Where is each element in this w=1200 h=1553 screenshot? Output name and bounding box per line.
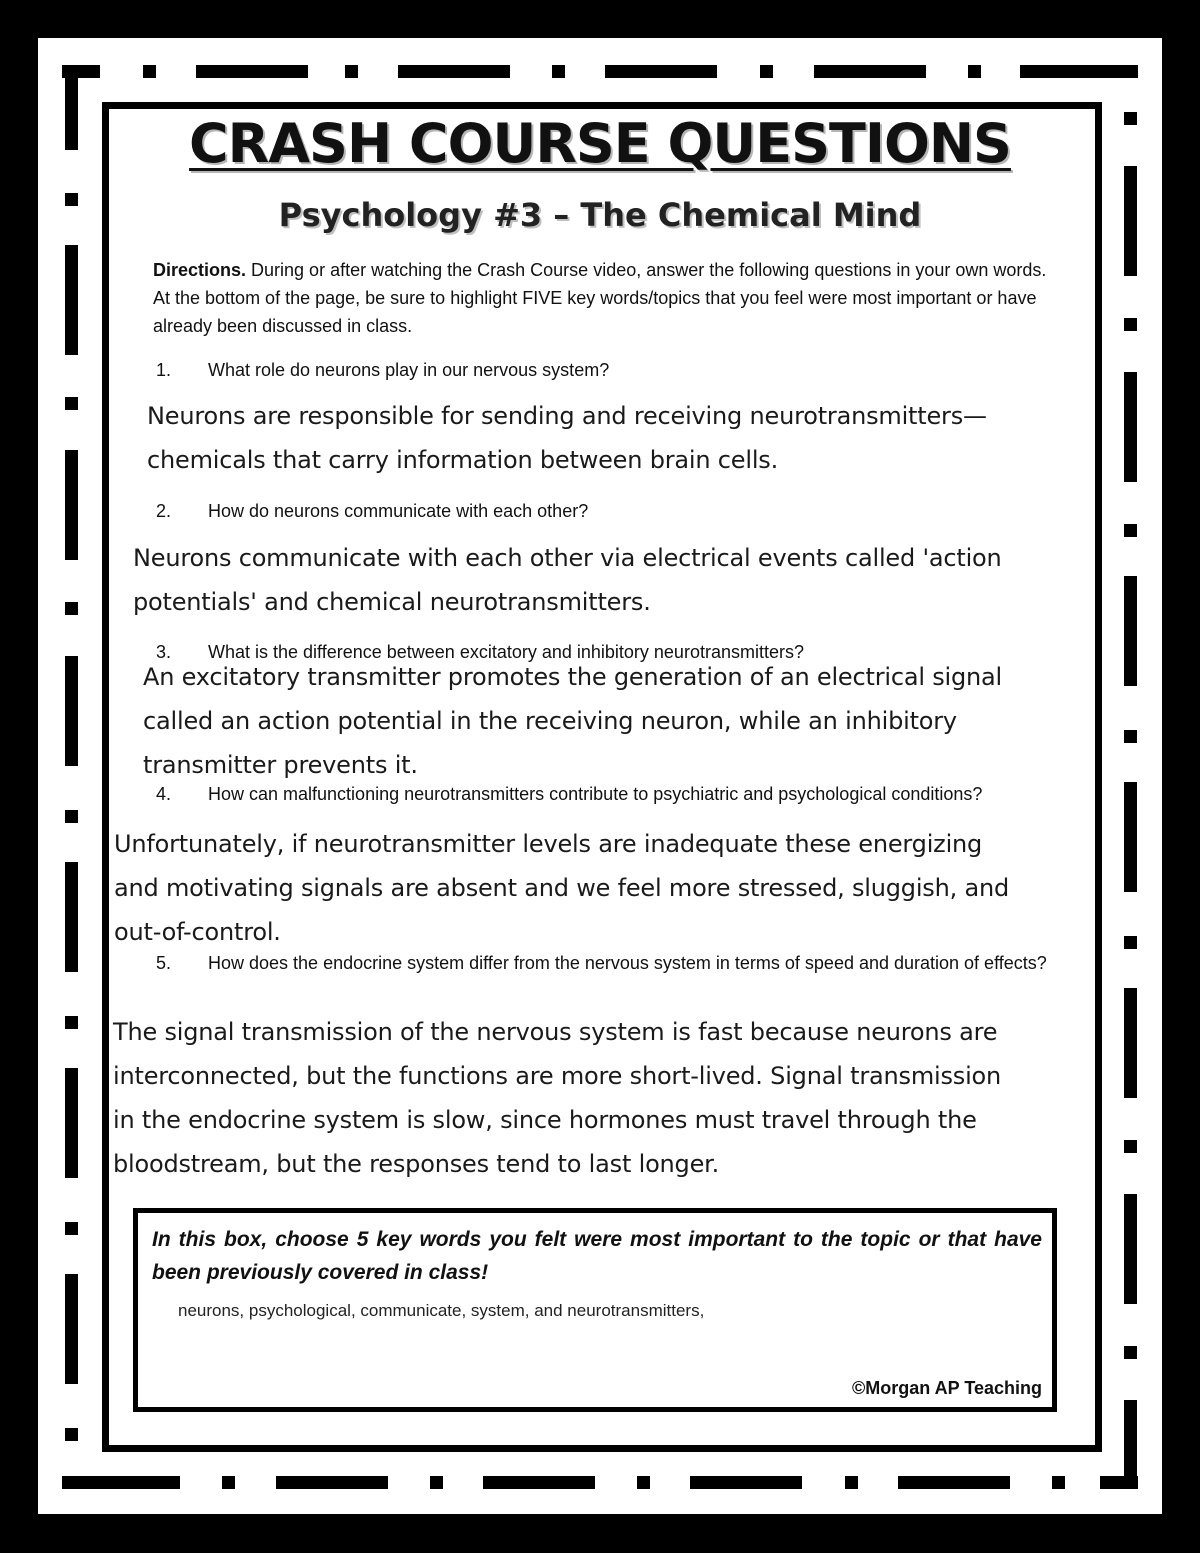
border-dash	[65, 810, 78, 823]
border-dash	[65, 1222, 78, 1235]
page-subtitle: Psychology #3 – The Chemical Mind	[278, 196, 922, 234]
border-dash	[760, 65, 773, 78]
keyword-box-instructions: In this box, choose 5 key words you felt were most important to the topic or that have been previously covered in class!	[152, 1228, 1042, 1284]
border-dash	[65, 1016, 78, 1029]
border-dash	[1124, 576, 1137, 686]
border-dash	[65, 1428, 78, 1441]
border-dash	[845, 1476, 858, 1489]
question-text: How does the endocrine system differ from the nervous system in terms of speed and duration of effects?	[208, 953, 1047, 973]
border-dash	[968, 65, 981, 78]
border-dash	[814, 65, 926, 78]
border-dash	[605, 65, 717, 78]
border-dash	[1124, 524, 1137, 537]
border-dash	[1124, 730, 1137, 743]
border-dash	[1124, 1400, 1137, 1485]
border-dash	[1124, 1346, 1137, 1359]
border-dash	[65, 602, 78, 615]
border-dash	[1124, 372, 1137, 482]
question-text: How can malfunctioning neurotransmitters contribute to psychiatric and psychological conditions?	[208, 784, 983, 804]
border-dash	[65, 862, 78, 972]
border-dash	[398, 65, 510, 78]
copyright-notice: ©Morgan AP Teaching	[852, 1378, 1042, 1398]
border-dash	[1124, 1140, 1137, 1153]
border-dash	[143, 65, 156, 78]
answer-4: Unfortunately, if neurotransmitter levels are inadequate these energizing and motivating signals are absent and we feel more stressed, sluggish, and out-of-control.	[114, 830, 1010, 946]
border-dash	[65, 450, 78, 560]
question-number: 5.	[156, 953, 172, 973]
directions-label: Directions.	[153, 260, 247, 280]
answer-5: The signal transmission of the nervous system is fast because neurons are interconnected, but the functions are more short-lived. Signal transmission in the endocrine system is slow, since hormones must travel through the bloodstream, but the responses tend to last longer.	[113, 1018, 1002, 1178]
border-dash	[483, 1476, 595, 1489]
directions	[153, 256, 1053, 340]
question-text: What role do neurons play in our nervous system?	[208, 360, 610, 380]
border-dash	[65, 656, 78, 766]
border-dash	[898, 1476, 1010, 1489]
question-number: 3.	[156, 642, 172, 662]
border-dash	[222, 1476, 235, 1489]
answer-1: Neurons are responsible for sending and receiving neurotransmitters— chemicals that carry information between brain cells.	[147, 402, 987, 474]
border-dash	[276, 1476, 388, 1489]
question-number: 1.	[156, 360, 172, 380]
border-dash	[1124, 318, 1137, 331]
keyword-box	[133, 1208, 1057, 1412]
border-dash	[65, 1274, 78, 1384]
border-dash	[65, 245, 78, 355]
border-dash	[1124, 988, 1137, 1098]
border-dash	[65, 397, 78, 410]
question-text: What is the difference between excitatory and inhibitory neurotransmitters?	[208, 642, 804, 662]
border-dash	[62, 1476, 180, 1489]
page-title: CRASH COURSE QUESTIONS	[189, 112, 1011, 175]
border-dash	[637, 1476, 650, 1489]
keyword-box-answer[interactable]: neurons, psychological, communicate, system, and neurotransmitters,	[178, 1301, 705, 1320]
question-number: 2.	[156, 501, 172, 521]
border-dash	[552, 65, 565, 78]
border-dash	[1124, 782, 1137, 892]
directions-text: During or after watching the Crash Course video, answer the following questions in your own words. At the bottom of the page, be sure to highlight FIVE key words/topics that you feel were most important or have already been discussed in class.	[153, 260, 1047, 336]
border-dash	[65, 1068, 78, 1178]
border-dash	[430, 1476, 443, 1489]
border-dash	[345, 65, 358, 78]
question-number: 4.	[156, 784, 172, 804]
border-dash	[1020, 65, 1138, 78]
border-dash	[1124, 936, 1137, 949]
border-dash	[690, 1476, 802, 1489]
border-dash	[196, 65, 308, 78]
border-dash	[1124, 1194, 1137, 1304]
question-text: How do neurons communicate with each other?	[208, 501, 589, 521]
answer-2: Neurons communicate with each other via electrical events called 'action potentials' and chemical neurotransmitters.	[133, 544, 1002, 616]
border-dash	[1052, 1476, 1065, 1489]
answer-3: An excitatory transmitter promotes the generation of an electrical signal called an action potential in the receiving neuron, while an inhibitory transmitter prevents it.	[143, 663, 1003, 779]
